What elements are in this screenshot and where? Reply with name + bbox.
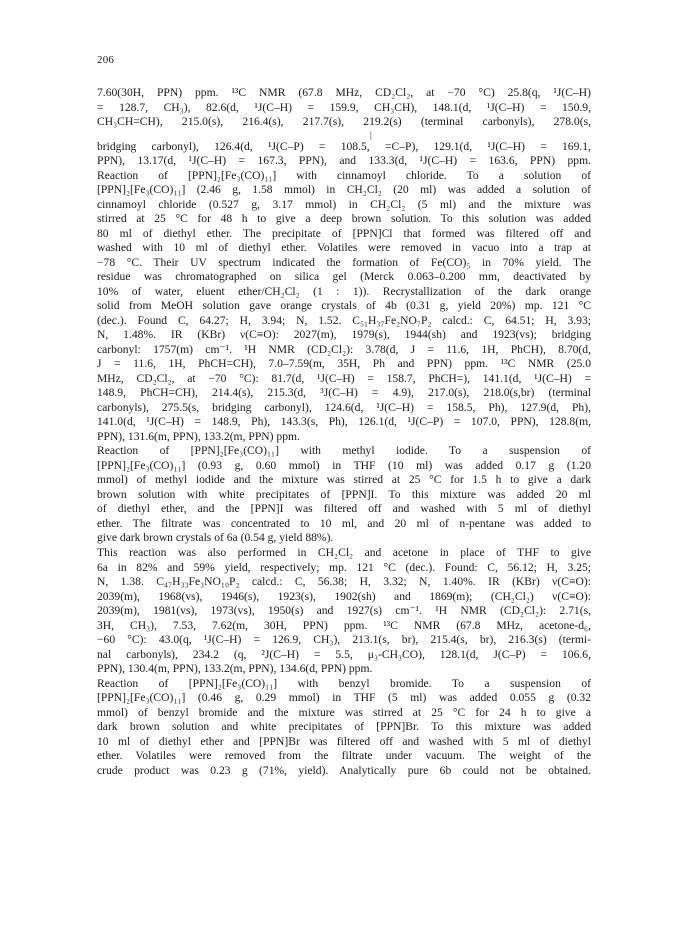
text-line: mmol) of methyl iodide and the mixture was stirred at 25 °C for 1.5 h to give a dark: [97, 473, 591, 487]
text-line: MHz, CD₂Cl₂, at −70 °C): 81.7(d, ¹J(C–H) = 158.7, PhCH=), 141.1(d, ¹J(C–H) =: [97, 371, 591, 385]
text-line: N, 1.48%. IR (KBr) ν(C≡O): 2027(m), 1979(s), 1944(sh) and 1923(vs); bridging: [97, 328, 591, 342]
text-line: crude product was 0.23 g (71%, yield). Analytically pure 6b could not be obtained.: [97, 763, 591, 777]
text-line: ether. The filtrate was concentrated to 10 ml, and 20 ml of n-pentane was added to: [97, 516, 591, 530]
text-line: 10% of water, eluent ether/CH₂Cl₂ (1 : 1)). Recrystallization of the dark orange: [97, 284, 591, 298]
text-line: carbonyls), 275.5(s, bridging carbonyl), 124.6(d, ¹J(C–H) = 158.5, Ph), 127.9(d, Ph),: [97, 400, 591, 414]
bond-bar: |: [370, 129, 372, 140]
page-number: 206: [97, 54, 115, 66]
text-line: 3H, CH₃), 7.53, 7.62(m, 30H, PPN) ppm. ¹³C NMR (67.8 MHz, acetone-d₆,: [97, 618, 591, 632]
text-line: PPN), 130.4(m, PPN), 133.2(m, PPN), 134.6(d, PPN) ppm.: [97, 662, 373, 676]
text-line: 141.0(d, ¹J(C–H) = 148.9, Ph), 143.3(s, Ph), 126.1(d, ¹J(C–P) = 107.0, PPN), 128.8(m,: [97, 415, 591, 429]
text-line: cinnamoyl chloride (0.527 g, 3.17 mmol) in CH₂Cl₂ (5 ml) and the mixture was: [97, 197, 591, 211]
text-line: J = 11.6, 1H, PhCH=CH), 7.0–7.59(m, 35H, Ph and PPN) ppm. ¹³C NMR (25.0: [97, 357, 591, 371]
text-line: dark brown solution and white precipitates of [PPN]Br. To this mixture was added: [97, 720, 591, 734]
text-line: ether. Volatiles were removed from the filtrate under vacuum. The weight of the: [97, 749, 591, 763]
text-line: nal carbonyls), 234.2 (q, ²J(C–H) = 5.5, μ₃-CH₃CO), 128.1(d, J(C–P) = 106.6,: [97, 647, 591, 661]
text-line: 10 ml of diethyl ether and [PPN]Br was filtered off and washed with 5 ml of diethyl: [97, 734, 591, 748]
bridge-bond-mark: [97, 130, 591, 140]
text-line: [PPN]₂[Fe₃(CO)₁₁] (2.46 g, 1.58 mmol) in CH₂Cl₂ (20 ml) was added a solution of: [97, 183, 591, 197]
text-line: Reaction of [PPN]₂[Fe₃(CO)₁₁] with cinnamoyl chloride. To a solution of: [97, 168, 591, 182]
text-line: mmol) of benzyl bromide and the mixture was stirred at 25 °C for 24 h to give a: [97, 705, 591, 719]
text-line: [PPN]₂[Fe₃(CO)₁₁] (0.46 g, 0.29 mmol) in THF (5 ml) was added 0.055 g (0.32: [97, 691, 591, 705]
text-line: CH₃CH=CH), 215.0(s), 216.4(s), 217.7(s), 219.2(s) (terminal carbonyls), 278.0(s,: [97, 115, 591, 129]
text-line: bridging carbonyl), 126.4(d, ¹J(C–P) = 108.5, =C–P), 129.1(d, ¹J(C–H) = 169.1,: [97, 139, 591, 153]
text-line: = 128.7, CH₃), 82.6(d, ¹J(C–H) = 159.9, CH₃CH), 148.1(d, ¹J(C–H) = 150.9,: [97, 100, 591, 114]
text-line: of diethyl ether, and the [PPN]I was filtered off and washed with 5 ml of diethyl: [97, 502, 591, 516]
text-line: 148.9, PhCH=CH), 214.4(s), 215.3(d, ³J(C–H) = 4.9), 217.0(s), 218.0(s,br) (terminal: [97, 386, 591, 400]
text-line: This reaction was also performed in CH₂Cl₂ and acetone in place of THF to give: [97, 545, 591, 559]
text-line: N, 1.38. C₄₇H₃₃Fe₃NO₁₀P₂ calcd.: C, 56.38; H, 3.32; N, 1.40%. IR (KBr) ν(C≡O):: [97, 575, 591, 589]
text-line: brown solution with white precipitates of [PPN]I. To this mixture was added 20 ml: [97, 487, 591, 501]
text-line: residue was chromatographed on silica gel (Merck 0.063–0.200 mm, deactivated by: [97, 270, 591, 284]
text-line: washed with 10 ml of diethyl ether. Volatiles were removed in vacuo into a trap at: [97, 241, 591, 255]
text-line: (dec.). Found C, 64.27; H, 3.94; N, 1.52. C₅₁H₃₇Fe₂NO₇P₂ calcd.: C, 64.51; H, 3.93;: [97, 313, 591, 327]
text-line: 6a in 82% and 59% yield, respectively; mp. 121 °C (dec.). Found: C, 56.12; H, 3.25;: [97, 560, 591, 574]
text-line: −78 °C. Their UV spectrum indicated the formation of Fe(CO)₅ in 70% yield. The: [97, 255, 591, 269]
text-line: [PPN]₂[Fe₃(CO)₁₁] (0.93 g, 0.60 mmol) in THF (10 ml) was added 0.17 g (1.20: [97, 458, 591, 472]
text-line: 2039(m), 1981(vs), 1973(vs), 1950(s) and 1927(s) cm⁻¹. ¹H NMR (CD₂Cl₂): 2.71(s,: [97, 604, 591, 618]
text-line: 80 ml of diethyl ether. The precipitate of [PPN]Cl that formed was filtered off and: [97, 226, 591, 240]
text-line: −60 °C): 43.0(q, ¹J(C–H) = 126.9, CH₃), 213.1(s, br), 215.4(s, br), 216.3(s) (termi-: [97, 633, 591, 647]
text-line: 7.60(30H, PPN) ppm. ¹³C NMR (67.8 MHz, CD₂Cl₂, at −70 °C) 25.8(q, ¹J(C–H): [97, 86, 591, 99]
text-line: 2039(m), 1968(vs), 1946(s), 1923(s), 1902(sh) and 1869(m); (CH₂Cl₂) ν(C≡O):: [97, 589, 591, 603]
body-text: [97, 86, 591, 778]
text-line: stirred at 25 °C for 48 h to give a deep brown solution. To this solution was added: [97, 212, 591, 226]
text-line: give dark brown crystals of 6a (0.54 g, yield 88%).: [97, 531, 334, 545]
text-line: solid from MeOH solution gave orange crystals of 4b (0.31 g, yield 20%) mp. 121 °C: [97, 299, 591, 313]
text-line: PPN), 131.6(m, PPN), 133.2(m, PPN) ppm.: [97, 429, 300, 443]
text-line: Reaction of [PPN]₂[Fe₃(CO)₁₁] with benzyl bromide. To a suspension of: [97, 676, 591, 690]
text-line: Reaction of [PPN]₂[Fe₃(CO)₁₁] with methyl iodide. To a suspension of: [97, 444, 591, 458]
text-line: PPN), 13.17(d, ¹J(C–H) = 167.3, PPN), and 133.3(d, ¹J(C–H) = 163.6, PPN) ppm.: [97, 154, 591, 168]
text-line: carbonyl: 1757(m) cm⁻¹. ¹H NMR (CD₂Cl₂): 3.78(d, J = 11.6, 1H, PhCH), 8.70(d,: [97, 342, 591, 356]
